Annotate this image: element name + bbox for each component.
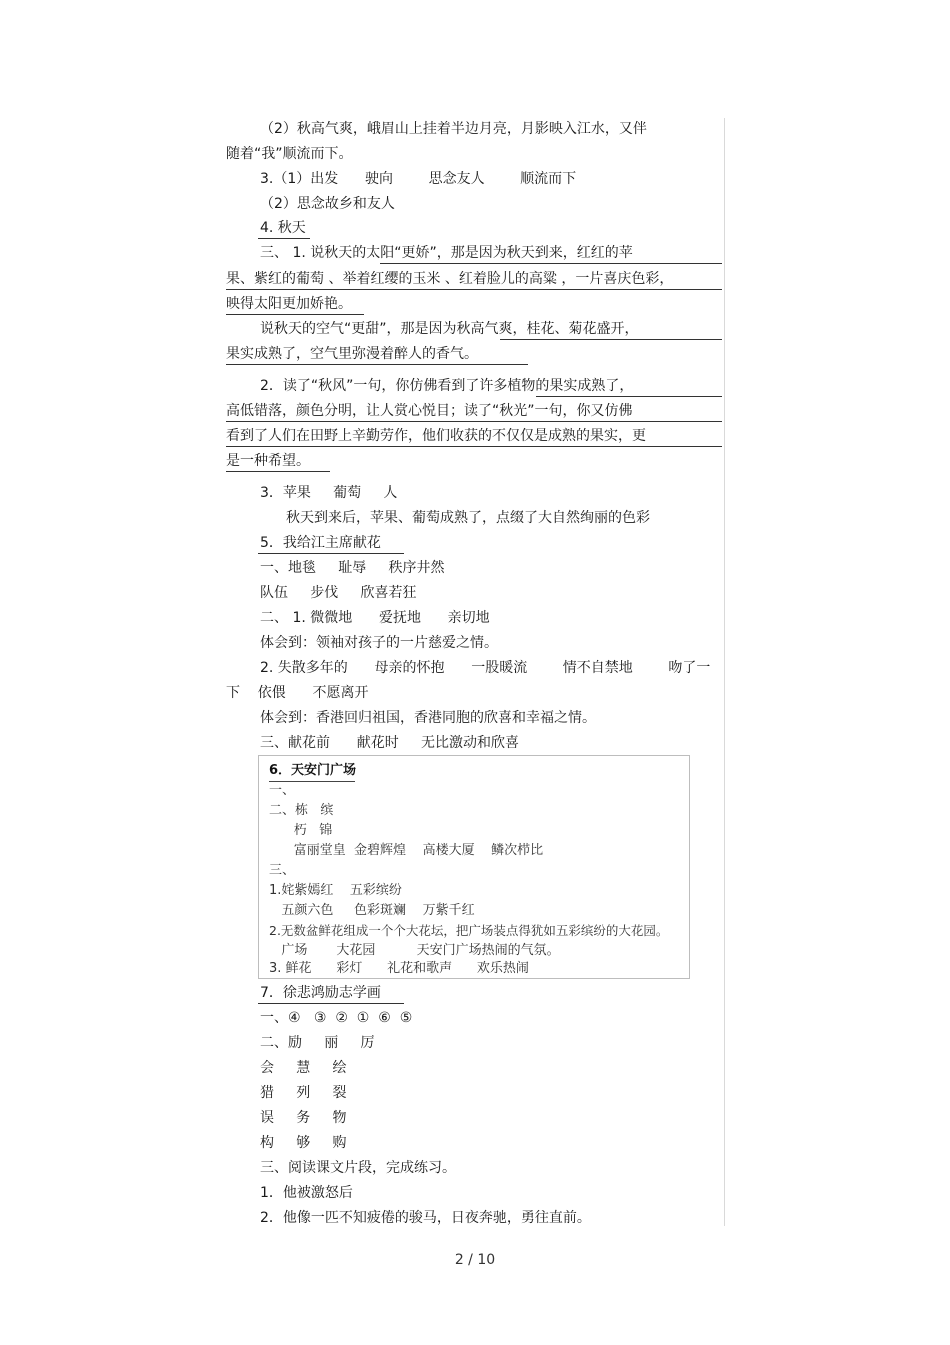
text-line: 猎 列 裂 (260, 1085, 347, 1101)
box-title-underline (269, 781, 355, 782)
box-line: 富丽堂皇 金碧辉煌 高楼大厦 鳞次栉比 (269, 843, 544, 858)
box-line: 1.姹紫嫣红 五彩缤纷 (269, 883, 402, 898)
section-heading-7: 7．徐悲鸿励志学画 (260, 985, 381, 1001)
underline (380, 263, 722, 264)
section-heading-5: 5．我给江主席献花 (260, 535, 381, 551)
text-line: 3．苹果 葡萄 人 (260, 485, 398, 501)
box-line: 广场 大花园 天安门广场热闹的气氛。 (269, 943, 560, 958)
text-line: 三、 1. 说秋天的太阳“更娇”，那是因为秋天到来，红红的苹 (260, 245, 633, 261)
text-line: 构 够 购 (260, 1135, 347, 1151)
text-line: 看到了人们在田野上辛勤劳作，他们收获的不仅仅是成熟的果实，更 (226, 428, 646, 444)
box-line: 2.无数盆鲜花组成一个个大花坛，把广场装点得犹如五彩缤纷的大花园。 (269, 923, 669, 938)
text-line: 果、紫红的葡萄 、举着红缨的玉米 、红着脸儿的高粱 ，一片喜庆色彩， (226, 271, 674, 287)
text-line: 是一种希望。 (226, 453, 310, 469)
text-line: 随着“我”顺流而下。 (226, 146, 353, 162)
box-line: 三、 (269, 863, 296, 878)
text-line: 体会到：领袖对孩子的一片慈爱之情。 (260, 635, 498, 651)
box-title: 6．天安门广场 (269, 763, 357, 778)
underline (536, 396, 722, 397)
text-line: 2．他像一匹不知疲倦的骏马，日夜奔驰，勇往直前。 (260, 1210, 591, 1226)
text-line: 三、献花前 献花时 无比激动和欣喜 (260, 735, 519, 751)
text-line: 3.（1）出发 驶向 思念友人 顺流而下 (260, 171, 577, 187)
box-line: 五颜六色 色彩斑斓 万紫千红 (269, 903, 475, 918)
text-line: 三、阅读课文片段，完成练习。 (260, 1160, 456, 1176)
underline (258, 553, 404, 554)
text-line: 高低错落，颜色分明，让人赏心悦目；读了“秋光”一句，你又仿佛 (226, 403, 633, 419)
box-line: 3. 鲜花 彩灯 礼花和歌声 欢乐热闹 (269, 961, 529, 976)
box-line: 二、栋 缤 (269, 803, 334, 818)
text-line: 下 依偎 不愿离开 (226, 685, 369, 701)
text-line: 2. 失散多年的 母亲的怀抱 一股暖流 情不自禁地 吻了一 (260, 660, 711, 676)
text-line: 映得太阳更加娇艳。 (226, 296, 352, 312)
underline (258, 238, 310, 239)
text-line: 1．他被激怒后 (260, 1185, 353, 1201)
text-line: （2）思念故乡和友人 (260, 196, 395, 212)
right-margin-rule (724, 118, 725, 1226)
text-line: 秋天到来后，苹果、葡萄成熟了，点缀了大自然绚丽的色彩 (286, 510, 650, 526)
text-line: 果实成熟了，空气里弥漫着醉人的香气。 (226, 346, 478, 362)
text-line: 误 务 物 (260, 1110, 347, 1126)
underline (258, 1003, 404, 1004)
text-line: 队伍 步伐 欣喜若狂 (260, 585, 417, 601)
text-line: 二、励 丽 厉 (260, 1035, 375, 1051)
underline (226, 471, 330, 472)
underline (500, 339, 722, 340)
text-line: 一、④ ③ ② ① ⑥ ⑤ (260, 1010, 413, 1026)
text-line: （2）秋高气爽，峨眉山上挂着半边月亮，月影映入江水，又伴 (260, 121, 647, 137)
embedded-answer-image (258, 755, 690, 979)
section-heading-4: 4. 秋天 (260, 220, 306, 236)
underline (226, 421, 722, 422)
text-line: 说秋天的空气“更甜”，那是因为秋高气爽，桂花、菊花盛开， (260, 321, 639, 337)
text-line: 体会到：香港回归祖国，香港同胞的欣喜和幸福之情。 (260, 710, 596, 726)
box-line: 一、 (269, 783, 296, 798)
underline (226, 314, 364, 315)
underline (226, 289, 722, 290)
box-line: 朽 锦 (269, 823, 333, 838)
text-line: 会 慧 绘 (260, 1060, 347, 1076)
text-line: 2．读了“秋风”一句，你仿佛看到了许多植物的果实成熟了， (260, 378, 634, 394)
underline (226, 364, 528, 365)
page-number: 2 / 10 (454, 1252, 496, 1268)
text-line: 二、 1. 微微地 爱抚地 亲切地 (260, 610, 490, 626)
underline (226, 446, 722, 447)
text-line: 一、地毯 耻辱 秩序井然 (260, 560, 445, 576)
